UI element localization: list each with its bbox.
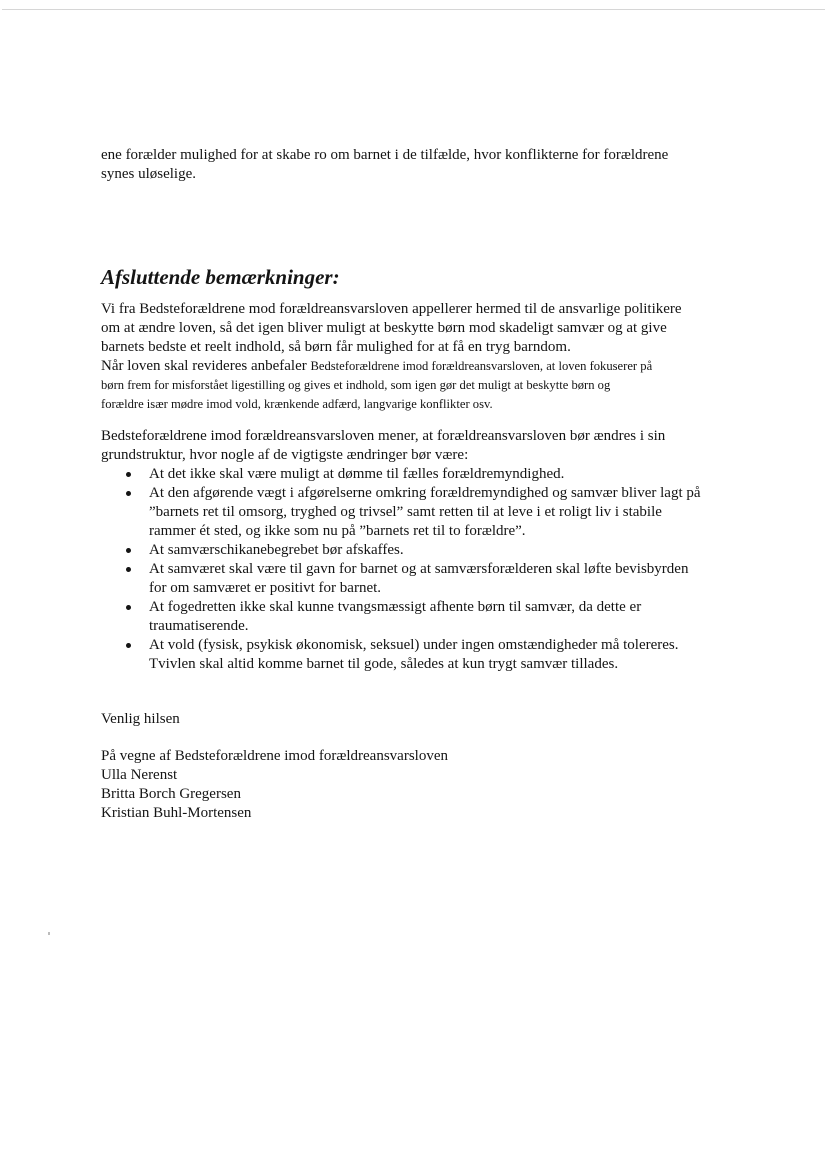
- signature-name: Britta Borch Gregersen: [101, 786, 241, 802]
- revision-line: børn frem for misforstået ligestilling og gives et indhold, som igen gør det muligt at beskytte børn og: [101, 378, 611, 392]
- bullet-icon: [126, 548, 131, 553]
- list-item-text: rammer ét sted, og ikke som nu på ”barnets ret til to forældre”.: [149, 523, 526, 539]
- revision-line-rest: Bedsteforældrene imod forældreansvarsloven, at loven fokuserer på: [310, 359, 653, 373]
- revision-line: forældre især mødre imod vold, krænkende adfærd, langvarige konflikter osv.: [101, 397, 493, 411]
- intro-paragraph: [101, 146, 751, 184]
- list-item: [101, 560, 751, 598]
- appeal-paragraph: [101, 300, 751, 414]
- list-item-text: At samværschikanebegrebet bør afskaffes.: [149, 542, 404, 558]
- signature-behalf: På vegne af Bedsteforældrene imod forældreansvarsloven: [101, 748, 448, 764]
- list-item-text: At samværet skal være til gavn for barnet og at samværsforælderen skal løfte bevisbyrden: [149, 561, 689, 577]
- intro-line: ene forælder mulighed for at skabe ro om barnet i de tilfælde, hvor konflikterne for forældrene: [101, 147, 669, 163]
- appeal-line: barnets bedste et reelt indhold, så børn får mulighed for at få en tryg barndom.: [101, 339, 571, 355]
- signature-name: Ulla Nerenst: [101, 767, 178, 783]
- list-item: [101, 484, 751, 541]
- list-item-text: At det ikke skal være muligt at dømme til fælles forældremyndighed.: [149, 466, 565, 482]
- list-item-text: traumatiserende.: [149, 618, 249, 634]
- list-item-text: At den afgørende vægt i afgørelserne omkring forældremyndighed og samvær bliver lagt på: [149, 485, 701, 501]
- bullet-icon: [126, 491, 131, 496]
- appeal-line: Vi fra Bedsteforældrene mod forældreansvarsloven appellerer hermed til de ansvarlige politikere: [101, 301, 682, 317]
- bullet-icon: [126, 605, 131, 610]
- list-item-text: for om samværet er positivt for barnet.: [149, 580, 382, 596]
- revision-line-start: Når loven skal revideres anbefaler: [101, 358, 311, 374]
- closing-line: Venlig hilsen: [101, 711, 180, 727]
- list-item-text: At fogedretten ikke skal kunne tvangsmæssigt afhente børn til samvær, da dette er: [149, 599, 642, 615]
- scan-speck: [48, 932, 50, 935]
- structure-section: [101, 427, 751, 674]
- revision-line: [101, 357, 751, 376]
- change-list: [101, 465, 751, 674]
- list-item-text: Tvivlen skal altid komme barnet til gode, således at kun trygt samvær tillades.: [149, 656, 619, 672]
- page-top-edge: [2, 9, 825, 10]
- bullet-icon: [126, 472, 131, 477]
- list-item-text: At vold (fysisk, psykisk økonomisk, seksuel) under ingen omstændigheder må tolereres.: [149, 637, 679, 653]
- structure-line: Bedsteforældrene imod forældreansvarsloven mener, at forældreansvarsloven bør ændres i sin: [101, 428, 666, 444]
- appeal-line: om at ændre loven, så det igen bliver muligt at beskytte børn mod skadeligt samvær og at give: [101, 320, 667, 336]
- list-item: [101, 465, 751, 484]
- bullet-icon: [126, 643, 131, 648]
- structure-line: grundstruktur, hvor nogle af de vigtigste ændringer bør være:: [101, 447, 469, 463]
- list-item-text: ”barnets ret til omsorg, tryghed og trivsel” samt retten til at leve i et roligt liv i stabile: [149, 504, 662, 520]
- signature-block: [101, 747, 751, 823]
- section-heading: Afsluttende bemærkninger:: [101, 265, 340, 289]
- bullet-icon: [126, 567, 131, 572]
- signature-name: Kristian Buhl-Mortensen: [101, 805, 252, 821]
- closing-greeting: [101, 710, 751, 729]
- list-item: [101, 636, 751, 674]
- list-item: [101, 541, 751, 560]
- list-item: [101, 598, 751, 636]
- intro-line: synes uløselige.: [101, 166, 196, 182]
